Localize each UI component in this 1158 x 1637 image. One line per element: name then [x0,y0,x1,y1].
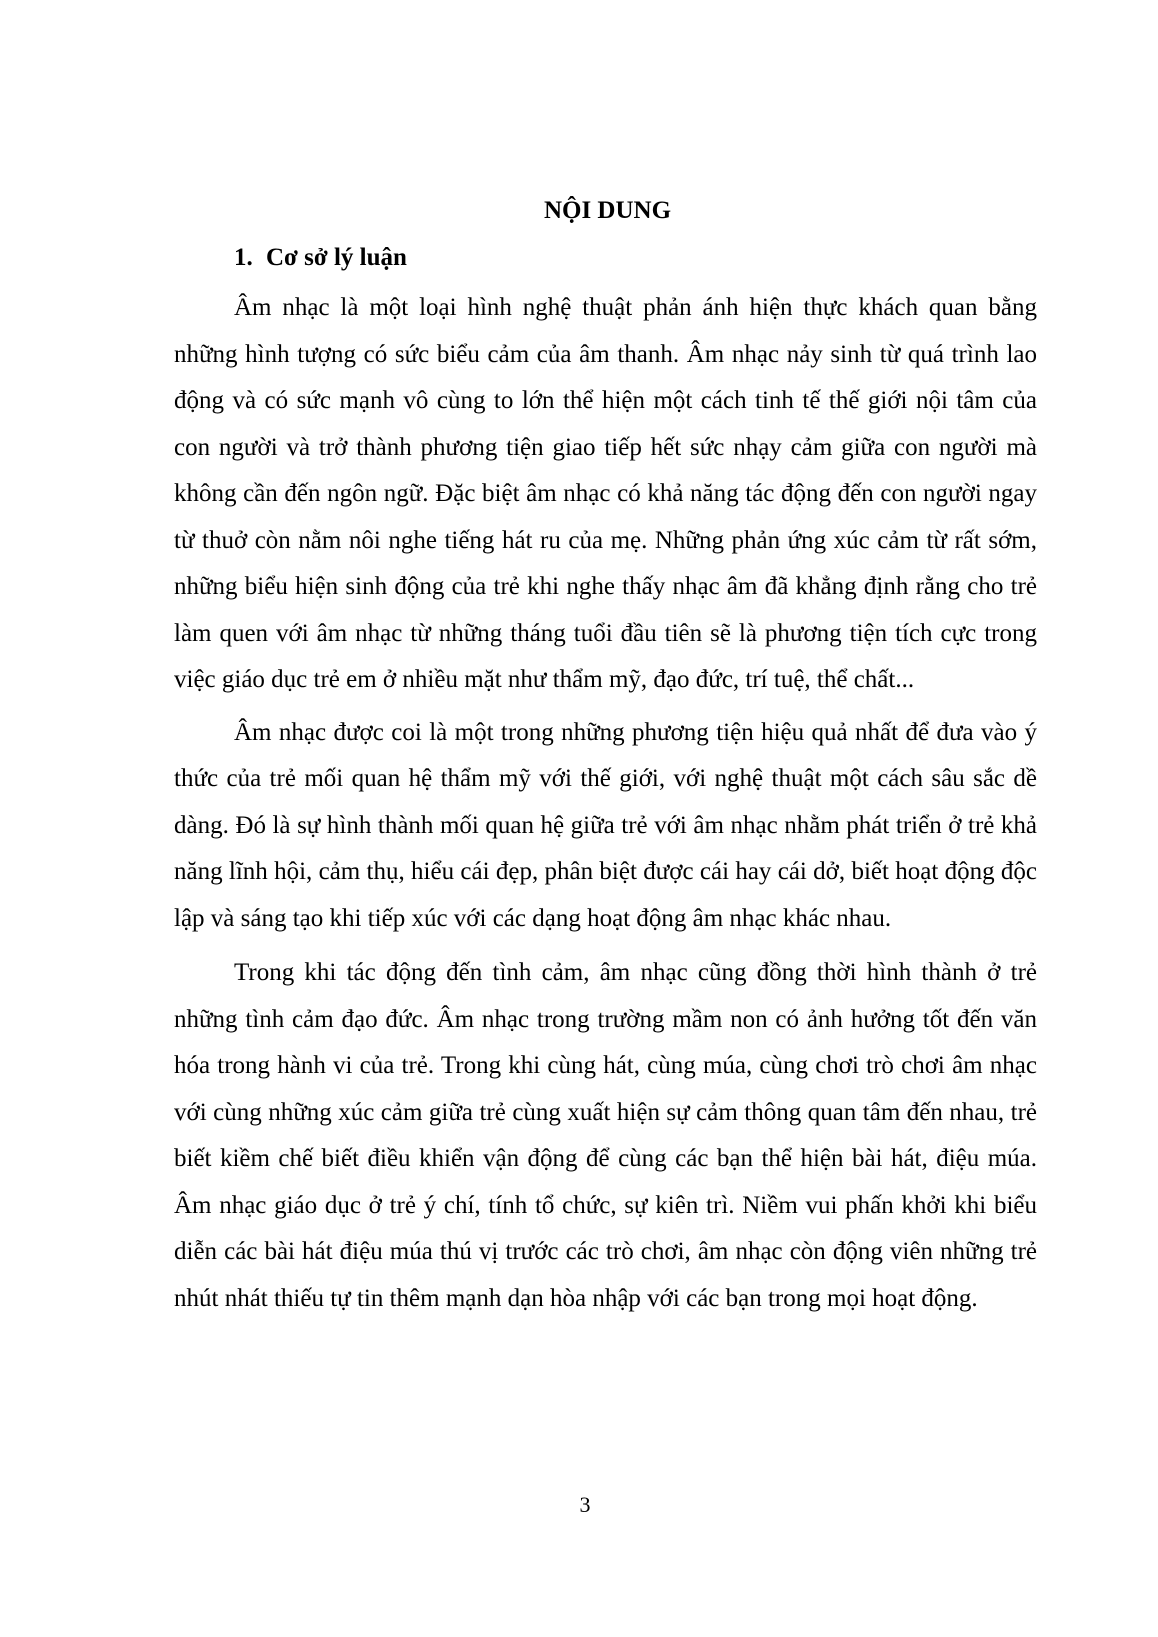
section-number: 1. [234,244,253,271]
page-title: NỘI DUNG [543,197,672,224]
section-heading-text: Cơ sở lý luận [266,244,407,271]
paragraph-1: Âm nhạc là một loại hình nghệ thuật phản ánh hiện thực khách quan bằng những hình tượng có sức biểu cảm của âm thanh. Âm nhạc nảy sinh từ quá trình lao động và có sức mạnh vô cùng to lớn thể hiện một cách tinh tế thế giới nội tâm của con người và trở thành phương tiện giao tiếp hết sức nhạy cảm giữa con người mà không cần đến ngôn ngữ. Đặc biệt âm nhạc có khả năng tác động đến con người ngay từ thuở còn nằm nôi nghe tiếng hát ru của mẹ. Những phản ứng xúc cảm từ rất sớm, những biểu hiện sinh động của trẻ khi nghe thấy nhạc âm đã khẳng định rằng cho trẻ làm quen với âm nhạc từ những tháng tuổi đầu tiên sẽ là phương tiện tích cực trong việc giáo dục trẻ em ở nhiều mặt như thẩm mỹ, đạo đức, trí tuệ, thể chất... [174,294,1037,693]
paragraph-2: Âm nhạc được coi là một trong những phương tiện hiệu quả nhất để đưa vào ý thức của trẻ mối quan hệ thẩm mỹ với thế giới, với nghệ thuật một cách sâu sắc dề dàng. Đó là sự hình thành mối quan hệ giữa trẻ với âm nhạc nhằm phát triển ở trẻ khả năng lĩnh hội, cảm thụ, hiểu cái đẹp, phân biệt được cái hay cái dở, biết hoạt động độc lập và sáng tạo khi tiếp xúc với các dạng hoạt động âm nhạc khác nhau. [174,718,1037,932]
section-heading [174,243,1037,273]
paragraph-3: Trong khi tác động đến tình cảm, âm nhạc cũng đồng thời hình thành ở trẻ những tình cảm đạo đức. Âm nhạc trong trường mầm non có ảnh hưởng tốt đến văn hóa trong hành vi của trẻ. Trong khi cùng hát, cùng múa, cùng chơi trò chơi âm nhạc với cùng những xúc cảm giữa trẻ cùng xuất hiện sự cảm thông quan tâm đến nhau, trẻ biết kiềm chế biết điều khiển vận động để cùng các bạn thể hiện bài hát, điệu múa. Âm nhạc giáo dục ở trẻ ý chí, tính tổ chức, sự kiên trì. Niềm vui phấn khởi khi biểu diễn các bài hát điệu múa thú vị trước các trò chơi, âm nhạc còn động viên những trẻ nhút nhát thiếu tự tin thêm mạnh dạn hòa nhập với các bạn trong mọi hoạt động. [174,959,1037,1312]
page-number: 3 [579,1492,591,1517]
page-content [174,196,1037,1328]
